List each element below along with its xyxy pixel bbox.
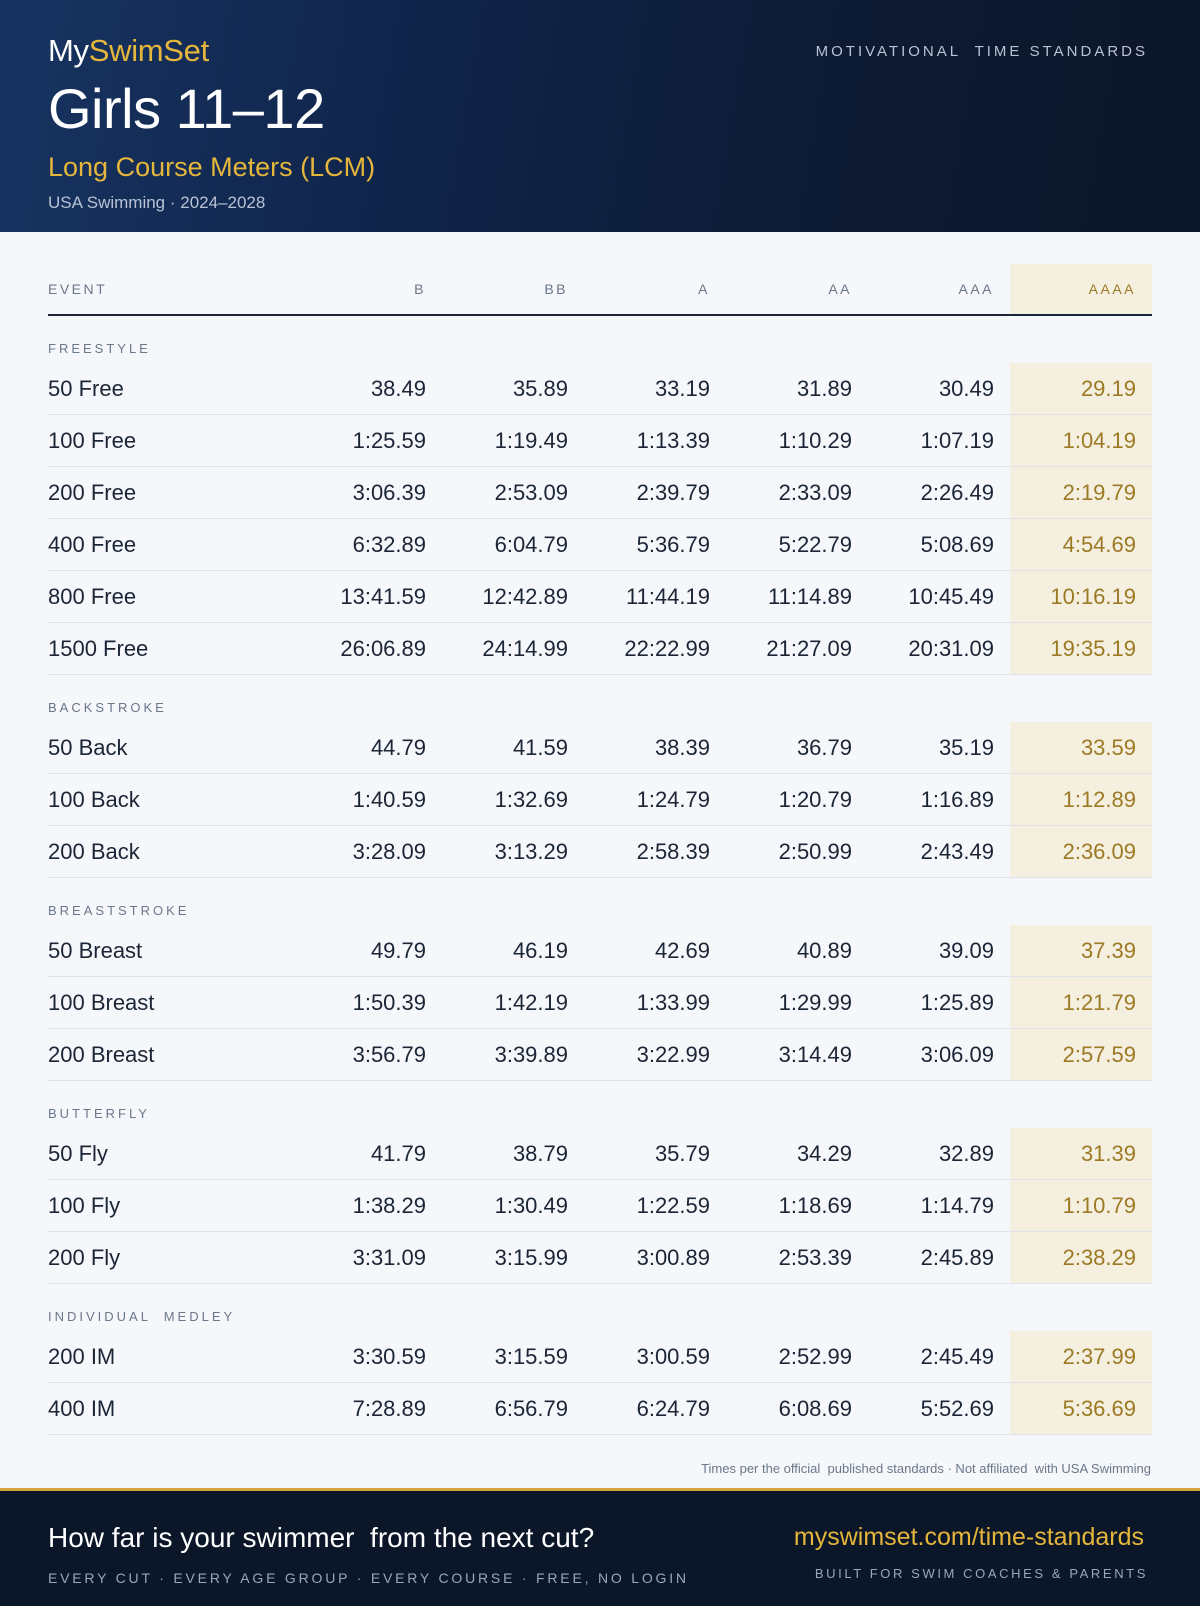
table-row [48, 1029, 1152, 1081]
time-cell-aaaa: 31.39 [1010, 1128, 1152, 1179]
table-row [48, 826, 1152, 878]
table-row [48, 571, 1152, 623]
time-cell-aaaa: 1:12.89 [1010, 774, 1152, 825]
table-row [48, 519, 1152, 571]
time-cell-aaaa: 2:36.09 [1010, 826, 1152, 877]
time-cell-bb: 12:42.89 [482, 583, 568, 609]
footer-headline: How far is your swimmer from the next cut? [48, 1522, 595, 1553]
time-cell-b: 49.79 [370, 937, 426, 963]
section-label: INDIVIDUAL MEDLEY [48, 1309, 236, 1324]
time-cell-b: 13:41.59 [340, 583, 426, 609]
time-cell-aa: 36.79 [796, 734, 852, 760]
time-cell-a: 5:36.79 [636, 531, 710, 557]
time-cell-b: 3:31.09 [352, 1244, 426, 1270]
time-cell-aa: 34.29 [796, 1140, 852, 1166]
time-cell-aaaa: 1:21.79 [1010, 977, 1152, 1028]
time-cell-aaa: 3:06.09 [920, 1041, 994, 1067]
time-cell-aaaa: 19:35.19 [1010, 623, 1152, 674]
column-header-aaaa: AAAA [1010, 264, 1152, 314]
table-row [48, 623, 1152, 675]
time-cell-aaa: 2:45.49 [920, 1343, 994, 1369]
time-cell-b: 1:40.59 [352, 786, 426, 812]
table-row [48, 1331, 1152, 1383]
table-row [48, 1128, 1152, 1180]
event-name: 50 Fly [48, 1140, 108, 1166]
time-cell-a: 2:58.39 [636, 838, 710, 864]
brand-logo [48, 32, 209, 70]
time-cell-a: 2:39.79 [636, 479, 710, 505]
time-cell-aa: 1:10.29 [778, 427, 852, 453]
event-name: 50 Breast [48, 937, 143, 963]
time-cell-aa: 2:52.99 [778, 1343, 852, 1369]
event-name: 800 Free [48, 583, 137, 609]
time-cell-aaa: 1:14.79 [920, 1192, 994, 1218]
time-cell-a: 3:00.89 [636, 1244, 710, 1270]
time-cell-a: 11:44.19 [625, 583, 710, 609]
table-body [48, 316, 1152, 1435]
page-footer [0, 1488, 1200, 1606]
time-cell-bb: 35.89 [512, 375, 568, 401]
footer-url-link[interactable]: myswimset.com/time-standards [793, 1523, 1144, 1551]
time-cell-a: 1:22.59 [636, 1192, 710, 1218]
event-name: 400 IM [48, 1395, 116, 1421]
time-cell-aa: 31.89 [796, 375, 852, 401]
time-cell-a: 3:22.99 [636, 1041, 710, 1067]
table-row [48, 467, 1152, 519]
time-cell-bb: 1:30.49 [494, 1192, 568, 1218]
time-cell-aaa: 2:43.49 [920, 838, 994, 864]
time-cell-aa: 40.89 [796, 937, 852, 963]
time-cell-bb: 3:13.29 [494, 838, 568, 864]
event-name: 1500 Free [48, 635, 149, 661]
time-cell-aaaa: 33.59 [1010, 722, 1152, 773]
time-cell-b: 7:28.89 [352, 1395, 426, 1421]
time-cell-aaaa: 37.39 [1010, 925, 1152, 976]
time-cell-aaaa: 29.19 [1010, 363, 1152, 414]
time-cell-bb: 38.79 [512, 1140, 568, 1166]
footer-tag: BUILT FOR SWIM COACHES & PARENTS [814, 1566, 1148, 1581]
time-cell-a: 3:00.59 [636, 1343, 710, 1369]
time-cell-aaa: 1:07.19 [920, 427, 994, 453]
time-cell-aaa: 1:16.89 [920, 786, 994, 812]
time-cell-a: 6:24.79 [636, 1395, 710, 1421]
time-cell-b: 6:32.89 [352, 531, 426, 557]
event-name: 200 Back [48, 838, 140, 864]
time-cell-b: 1:38.29 [352, 1192, 426, 1218]
time-cell-bb: 3:15.59 [494, 1343, 568, 1369]
time-cell-bb: 6:04.79 [494, 531, 568, 557]
time-cell-a: 42.69 [654, 937, 710, 963]
time-cell-aa: 2:53.39 [778, 1244, 852, 1270]
time-cell-aaaa: 2:37.99 [1010, 1331, 1152, 1382]
time-cell-bb: 2:53.09 [494, 479, 568, 505]
brand-prefix: My [48, 33, 89, 68]
time-cell-aaa: 1:25.89 [920, 989, 994, 1015]
section-label: BACKSTROKE [48, 700, 167, 715]
time-cell-aa: 3:14.49 [778, 1041, 852, 1067]
time-cell-bb: 46.19 [512, 937, 568, 963]
time-cell-b: 44.79 [370, 734, 426, 760]
time-cell-b: 3:30.59 [352, 1343, 426, 1369]
time-cell-aa: 11:14.89 [767, 583, 852, 609]
standards-table [48, 264, 1152, 1435]
time-cell-bb: 24:14.99 [482, 635, 568, 661]
time-cell-b: 38.49 [370, 375, 426, 401]
footnote: Times per the official published standards · Not affiliated with USA Swimming [701, 1461, 1151, 1476]
time-cell-aaaa: 1:04.19 [1010, 415, 1152, 466]
time-cell-aa: 5:22.79 [778, 531, 852, 557]
event-name: 200 Breast [48, 1041, 155, 1067]
time-cell-aaa: 5:52.69 [920, 1395, 994, 1421]
table-row [48, 722, 1152, 774]
organization-line: USA Swimming · 2024–2028 [48, 193, 266, 212]
table-row [48, 925, 1152, 977]
time-cell-aa: 6:08.69 [778, 1395, 852, 1421]
table-row [48, 363, 1152, 415]
time-cell-aaa: 39.09 [938, 937, 994, 963]
time-cell-aaaa: 5:36.69 [1010, 1383, 1152, 1434]
column-header-b: B [414, 281, 426, 297]
time-cell-bb: 3:39.89 [494, 1041, 568, 1067]
column-header-bb: BB [544, 281, 568, 297]
table-row [48, 1383, 1152, 1435]
time-cell-aa: 2:33.09 [778, 479, 852, 505]
page-header [0, 0, 1200, 232]
time-cell-aa: 2:50.99 [778, 838, 852, 864]
table-header-row [48, 264, 1152, 316]
time-cell-b: 26:06.89 [340, 635, 426, 661]
table-row [48, 977, 1152, 1029]
time-cell-a: 22:22.99 [624, 635, 710, 661]
header-tag: MOTIVATIONAL TIME STANDARDS [815, 43, 1148, 60]
time-cell-aaaa: 10:16.19 [1010, 571, 1152, 622]
time-cell-b: 3:28.09 [352, 838, 426, 864]
table-row [48, 1232, 1152, 1284]
time-cell-bb: 1:32.69 [494, 786, 568, 812]
time-cell-aaa: 32.89 [938, 1140, 994, 1166]
time-cell-bb: 3:15.99 [494, 1244, 568, 1270]
time-cell-aa: 1:29.99 [778, 989, 852, 1015]
time-cell-aaa: 30.49 [938, 375, 994, 401]
brand-accent: SwimSet [88, 33, 209, 68]
event-name: 200 Fly [48, 1244, 121, 1270]
time-cell-a: 1:13.39 [636, 427, 710, 453]
table-row [48, 1180, 1152, 1232]
event-name: 100 Free [48, 427, 137, 453]
time-cell-a: 38.39 [654, 734, 710, 760]
time-cell-aaa: 5:08.69 [920, 531, 994, 557]
footer-subline: EVERY CUT · EVERY AGE GROUP · EVERY COURSE · FREE, NO LOGIN [48, 1570, 689, 1586]
column-header-a: A [698, 281, 710, 297]
time-cell-aaaa: 2:38.29 [1010, 1232, 1152, 1283]
section-label: BUTTERFLY [48, 1106, 150, 1121]
time-cell-a: 1:33.99 [636, 989, 710, 1015]
time-cell-aaaa: 4:54.69 [1010, 519, 1152, 570]
time-cell-bb: 6:56.79 [494, 1395, 568, 1421]
time-cell-aaa: 2:26.49 [920, 479, 994, 505]
section-label: FREESTYLE [48, 341, 151, 356]
time-cell-b: 1:50.39 [352, 989, 426, 1015]
event-name: 400 Free [48, 531, 137, 557]
course-subtitle: Long Course Meters (LCM) [48, 152, 376, 182]
time-cell-aaa: 10:45.49 [908, 583, 994, 609]
time-cell-aaa: 35.19 [938, 734, 994, 760]
time-cell-bb: 41.59 [512, 734, 568, 760]
time-cell-a: 35.79 [654, 1140, 710, 1166]
time-cell-bb: 1:42.19 [494, 989, 568, 1015]
time-cell-aaaa: 1:10.79 [1010, 1180, 1152, 1231]
time-cell-aaaa: 2:19.79 [1010, 467, 1152, 518]
time-cell-b: 1:25.59 [352, 427, 426, 453]
time-cell-aa: 1:20.79 [778, 786, 852, 812]
table-row [48, 415, 1152, 467]
time-cell-bb: 1:19.49 [494, 427, 568, 453]
event-name: 100 Fly [48, 1192, 121, 1218]
section-label: BREASTSTROKE [48, 903, 190, 918]
time-cell-a: 33.19 [654, 375, 710, 401]
time-cell-b: 3:06.39 [352, 479, 426, 505]
event-name: 100 Back [48, 786, 140, 812]
column-header-aaa: AAA [958, 281, 994, 297]
event-name: 50 Back [48, 734, 128, 760]
time-cell-aaa: 2:45.89 [920, 1244, 994, 1270]
event-name: 200 IM [48, 1343, 116, 1369]
table-row [48, 774, 1152, 826]
event-name: 100 Breast [48, 989, 155, 1015]
time-cell-aaa: 20:31.09 [908, 635, 994, 661]
event-name: 50 Free [48, 375, 124, 401]
column-header-aa: AA [828, 281, 852, 297]
page-title: Girls 11–12 [48, 77, 325, 140]
event-name: 200 Free [48, 479, 137, 505]
time-cell-aa: 21:27.09 [766, 635, 852, 661]
time-cell-b: 3:56.79 [352, 1041, 426, 1067]
time-cell-aa: 1:18.69 [778, 1192, 852, 1218]
time-cell-b: 41.79 [370, 1140, 426, 1166]
time-cell-a: 1:24.79 [636, 786, 710, 812]
column-header-event: EVENT [48, 281, 108, 297]
time-cell-aaaa: 2:57.59 [1010, 1029, 1152, 1080]
